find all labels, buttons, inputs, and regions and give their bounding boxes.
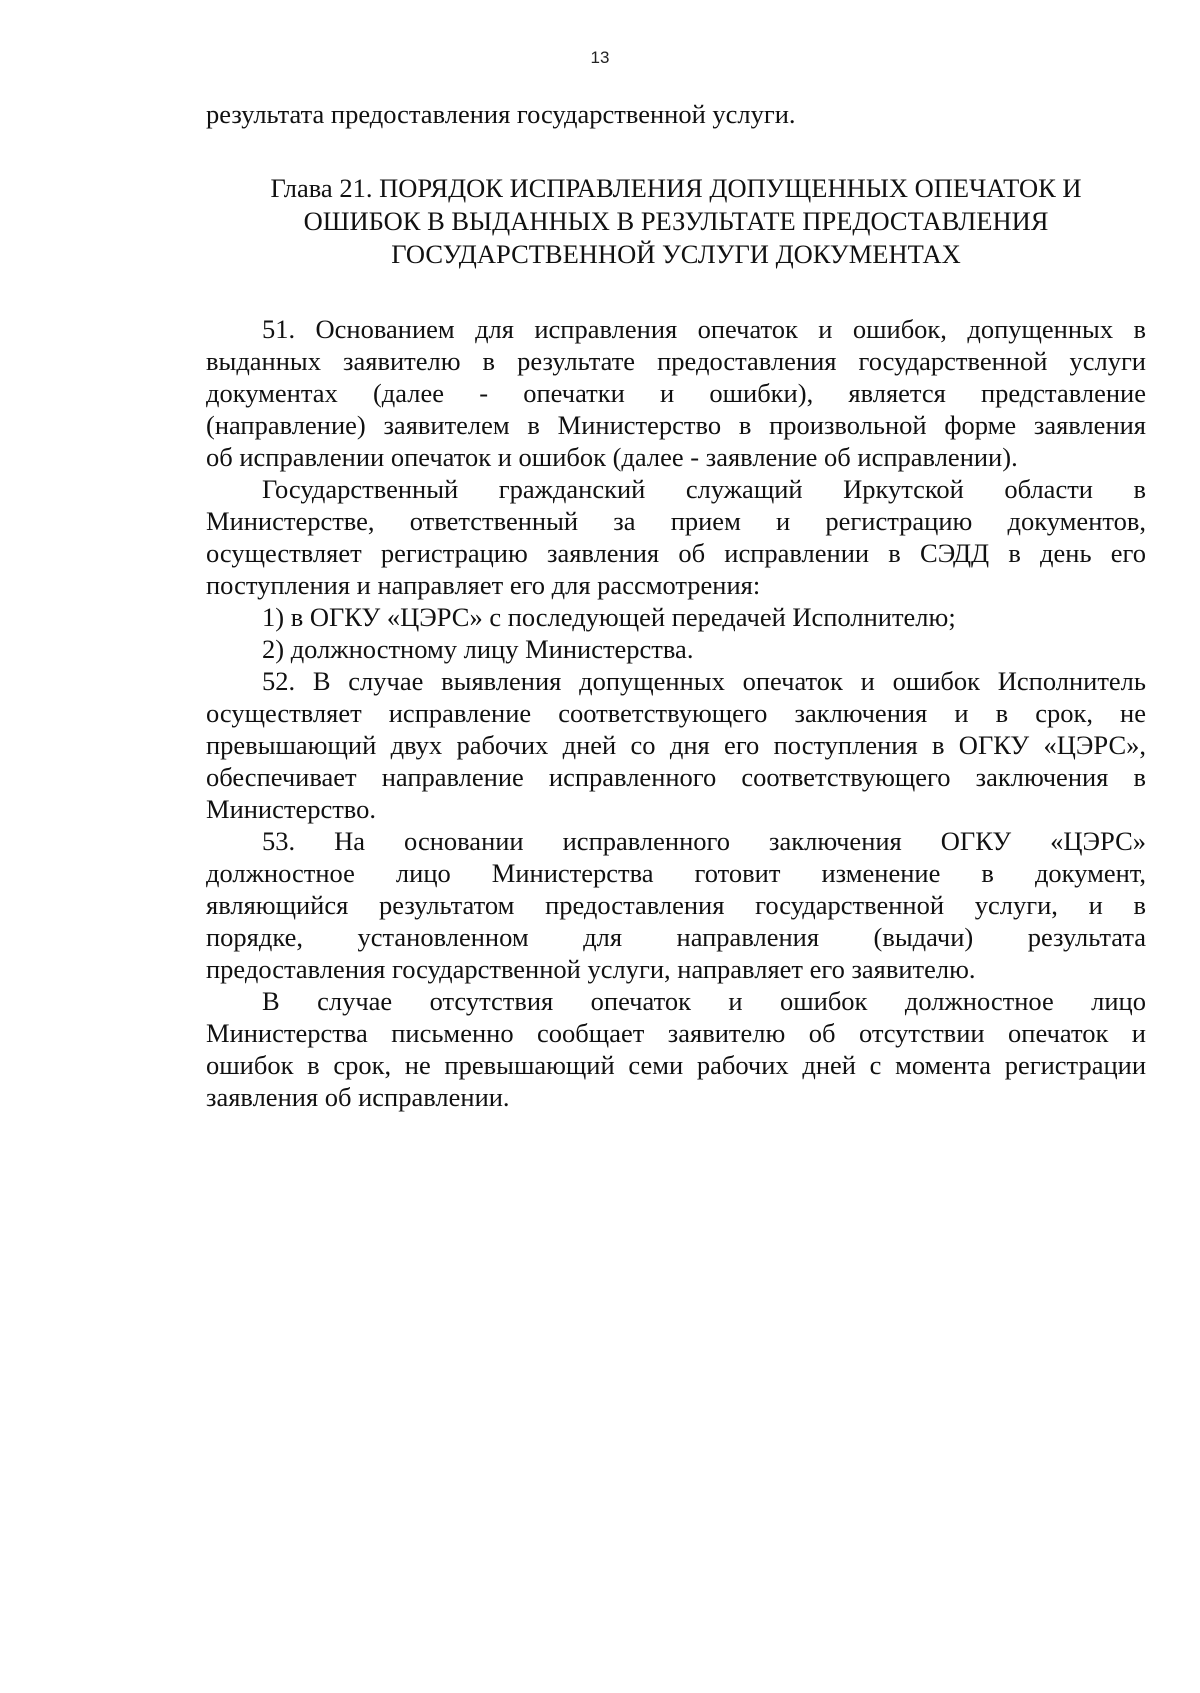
chapter-heading <box>206 172 1146 271</box>
list-item: 1) в ОГКУ «ЦЭРС» с последующей передачей Исполнителю; <box>262 602 956 632</box>
text-line: поступления и направляет его для рассмотрения: <box>206 570 761 600</box>
text-line: заявления об исправлении. <box>206 1082 510 1112</box>
text-line: Министерство. <box>206 794 377 824</box>
text-line: (направление) заявителем в Министерство в произвольной форме заявления <box>206 410 1146 440</box>
page-number: 13 <box>590 48 610 67</box>
text-line: В случае отсутствия опечаток и ошибок должностное лицо <box>262 986 1146 1016</box>
text-line: 53. На основании исправленного заключения ОГКУ «ЦЭРС» <box>262 826 1146 856</box>
document-body <box>206 98 1146 1113</box>
text-line: осуществляет исправление соответствующего заключения и в срок, не <box>206 698 1146 728</box>
text-line: предоставления государственной услуги, направляет его заявителю. <box>206 954 976 984</box>
text-line: выданных заявителю в результате предоставления государственной услуги <box>206 346 1146 376</box>
text-line: 52. В случае выявления допущенных опечаток и ошибок Исполнитель <box>262 666 1146 696</box>
text-line: 51. Основанием для исправления опечаток и ошибок, допущенных в <box>262 314 1146 344</box>
text-line: Государственный гражданский служащий Иркутской области в <box>262 474 1146 504</box>
text-line: обеспечивает направление исправленного соответствующего заключения в <box>206 762 1146 792</box>
list-item: 2) должностному лицу Министерства. <box>262 634 694 664</box>
text-line: Министерстве, ответственный за прием и регистрацию документов, <box>206 506 1146 536</box>
text-line: осуществляет регистрацию заявления об исправлении в СЭДД в день его <box>206 538 1146 568</box>
text-line: документах (далее - опечатки и ошибки), является представление <box>206 378 1146 408</box>
carry-over-line: результата предоставления государственной услуги. <box>206 99 796 129</box>
text-line: ошибок в срок, не превышающий семи рабочих дней с момента регистрации <box>206 1050 1146 1080</box>
text-line: об исправлении опечаток и ошибок (далее - заявление об исправлении). <box>206 442 1018 472</box>
text-line: Министерства письменно сообщает заявителю об отсутствии опечаток и <box>206 1018 1146 1048</box>
text-line: должностное лицо Министерства готовит изменение в документ, <box>206 858 1146 888</box>
heading-line: ОШИБОК В ВЫДАННЫХ В РЕЗУЛЬТАТЕ ПРЕДОСТАВЛЕНИЯ <box>303 206 1049 236</box>
text-line: превышающий двух рабочих дней со дня его поступления в ОГКУ «ЦЭРС», <box>206 730 1146 760</box>
text-line: являющийся результатом предоставления государственной услуги, и в <box>206 890 1146 920</box>
heading-line: ГОСУДАРСТВЕННОЙ УСЛУГИ ДОКУМЕНТАХ <box>391 239 961 269</box>
paragraphs <box>206 313 1146 1113</box>
heading-line: Глава 21. ПОРЯДОК ИСПРАВЛЕНИЯ ДОПУЩЕННЫХ ОПЕЧАТОК И <box>270 173 1082 203</box>
text-line: порядке, установленном для направления (выдачи) результата <box>206 922 1146 952</box>
